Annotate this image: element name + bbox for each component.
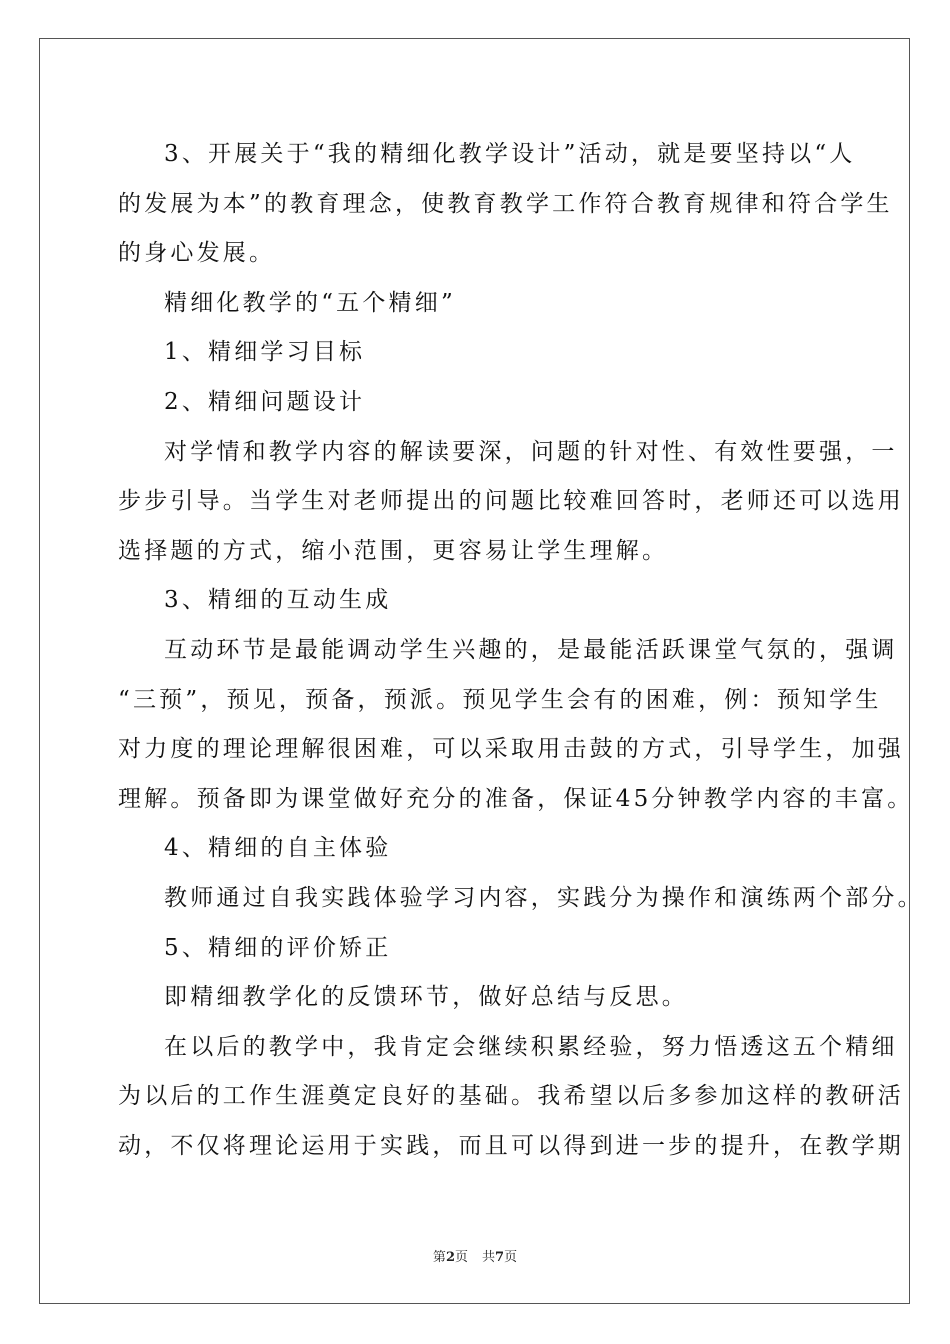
paragraph-line: 教师通过自我实践体验学习内容，实践分为操作和演练两个部分。: [164, 884, 924, 911]
page-number: 2: [445, 1250, 455, 1265]
total-suffix: 页: [504, 1250, 518, 1265]
total-prefix: 共: [482, 1250, 496, 1265]
paragraph-line: 为以后的工作生涯奠定良好的基础。我希望以后多参加这样的教研活: [118, 1083, 904, 1110]
page-suffix: 页: [454, 1250, 468, 1265]
list-item-heading: 2、精细问题设计: [164, 388, 366, 415]
total-pages: 7: [495, 1250, 505, 1265]
paragraph-line: 互动环节是最能调动学生兴趣的，是最能活跃课堂气氛的，强调: [164, 636, 898, 663]
document-body: [118, 130, 924, 1171]
list-item-heading: 5、精细的评价矫正: [164, 934, 392, 961]
paragraph-line: 3、开展关于“我的精细化教学设计”活动，就是要坚持以“人: [164, 141, 856, 167]
paragraph-line: 选择题的方式，缩小范围，更容易让学生理解。: [118, 537, 669, 564]
list-item-heading: 3、精细的互动生成: [164, 587, 392, 614]
paragraph-line: “三预”，预见，预备，预派。预见学生会有的困难，例：预知学生: [118, 686, 882, 713]
list-item-heading: 4、精细的自主体验: [164, 835, 392, 862]
paragraph-line: 理解。预备即为课堂做好充分的准备，保证45分钟教学内容的丰富。: [118, 785, 914, 812]
page-footer: [0, 1246, 950, 1265]
paragraph-line: 对力度的理论理解很困难，可以采取用击鼓的方式，引导学生，加强: [118, 736, 904, 763]
paragraph-line: 的发展为本”的教育理念，使教育教学工作符合教育规律和符合学生: [118, 190, 893, 217]
paragraph-line: 在以后的教学中，我肯定会继续积累经验，努力悟透这五个精细: [164, 1033, 898, 1060]
paragraph-line: 即精细教学化的反馈环节，做好总结与反思。: [164, 984, 688, 1011]
paragraph-line: 对学情和教学内容的解读要深，问题的针对性、有效性要强，一: [164, 438, 898, 465]
section-heading: 精细化教学的“五个精细”: [164, 289, 456, 316]
paragraph-line: 的身心发展。: [118, 240, 276, 267]
page-prefix: 第: [432, 1250, 446, 1265]
paragraph-line: 步步引导。当学生对老师提出的问题比较难回答时，老师还可以选用: [118, 488, 904, 515]
list-item-heading: 1、精细学习目标: [164, 339, 366, 366]
paragraph-line: 动，不仅将理论运用于实践，而且可以得到进一步的提升，在教学期: [118, 1132, 904, 1159]
